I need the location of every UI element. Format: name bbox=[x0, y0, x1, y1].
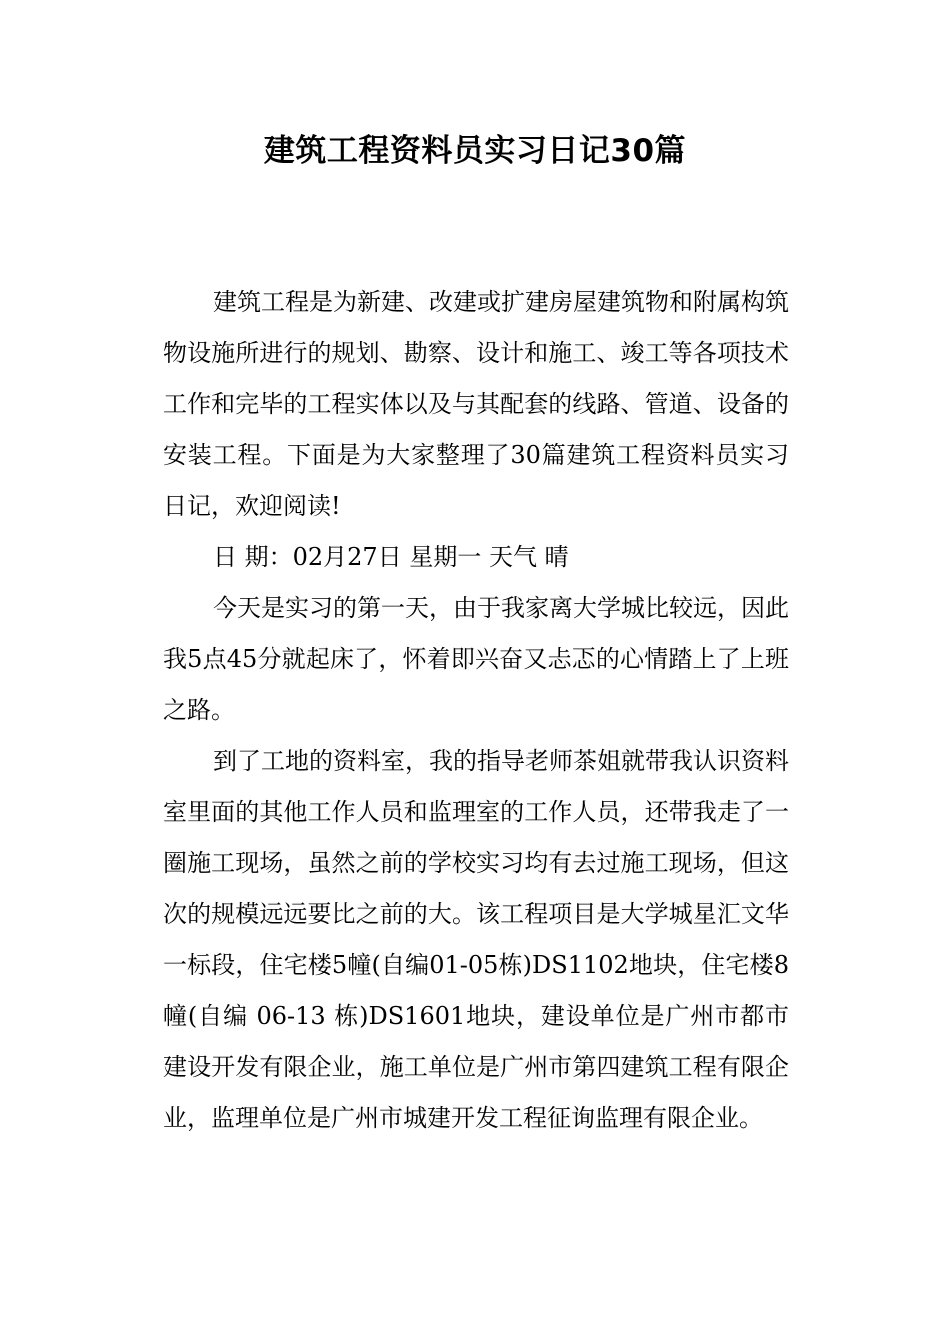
document-title: 建筑工程资料员实习日记30篇 bbox=[263, 133, 687, 169]
intro-paragraph: 建筑工程是为新建、改建或扩建房屋建筑物和附属构筑物设施所进行的规划、勘察、设计和施工、竣工等各项技术工作和完毕的工程实体以及与其配套的线路、管道、设备的安装工程。下面是为大家整理了30篇建筑工程资料员实习日记，欢迎阅读! bbox=[163, 288, 789, 520]
diary-date-line: 日 期：02月27日 星期一 天气 晴 bbox=[213, 543, 569, 571]
diary-paragraph-2: 到了工地的资料室，我的指导老师茶姐就带我认识资料室里面的其他工作人员和监理室的工作人员，还带我走了一圈施工现场，虽然之前的学校实习均有去过施工现场，但这次的规模远远要比之前的大。该工程项目是大学城星汇文华一标段，住宅楼5幢(自编01-05栋)DS1102地块，住宅楼8幢(自编 06-13 栋)DS1601地块，建设单位是广州市都市建设开发有限企业，施工单位是广州市第四建筑工程有限企业，监理单位是广州市城建开发工程征询监理有限企业。 bbox=[163, 747, 789, 1132]
document-body bbox=[163, 277, 789, 1144]
diary-paragraph-1: 今天是实习的第一天，由于我家离大学城比较远，因此我5点45分就起床了，怀着即兴奋又忐忑的心情踏上了上班之路。 bbox=[163, 594, 789, 724]
